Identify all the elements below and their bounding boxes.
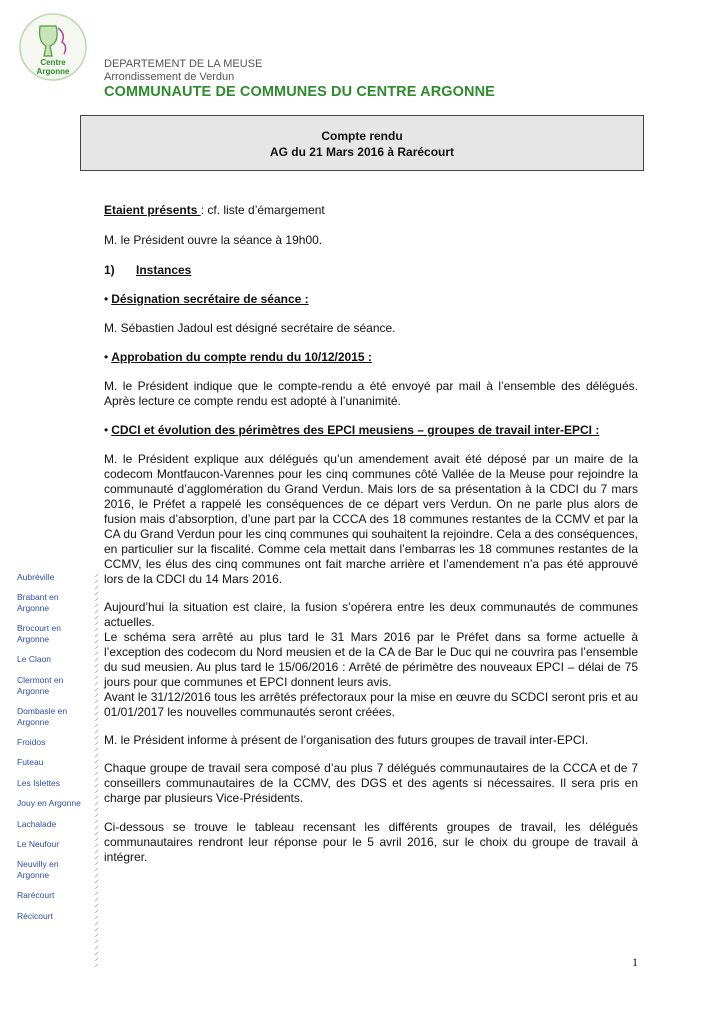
margin-mark xyxy=(95,592,98,595)
attendance-label: Etaient présents xyxy=(104,203,201,217)
margin-mark xyxy=(95,634,98,637)
margin-mark xyxy=(95,694,98,697)
margin-mark xyxy=(95,934,98,937)
margin-mark xyxy=(95,922,98,925)
margin-mark xyxy=(95,856,98,859)
commune-futeau: Futeau xyxy=(17,757,44,767)
commune-jouy: Jouy en Argonne xyxy=(17,798,81,808)
margin-mark xyxy=(95,646,98,649)
margin-mark xyxy=(95,682,98,685)
attendance-line xyxy=(104,203,638,218)
margin-mark xyxy=(95,814,98,817)
page-number: 1 xyxy=(632,955,638,969)
attendance-text: : cf. liste d’émargement xyxy=(200,203,325,217)
margin-mark xyxy=(95,778,98,781)
margin-mark xyxy=(95,910,98,913)
opening-statement: M. le Président ouvre la séance à 19h00. xyxy=(104,233,323,247)
bullet-icon: • xyxy=(104,292,109,306)
margin-mark xyxy=(95,724,98,727)
margin-mark xyxy=(95,700,98,703)
margin-mark xyxy=(95,844,98,847)
margin-mark xyxy=(95,820,98,823)
margin-mark xyxy=(95,808,98,811)
centre-argonne-logo xyxy=(18,12,88,82)
margin-mark xyxy=(95,790,98,793)
arrondissement-label: Arrondissement de Verdun xyxy=(104,71,235,83)
margin-mark xyxy=(95,640,98,643)
item-heading-cdci xyxy=(104,423,638,438)
margin-mark xyxy=(95,958,98,961)
margin-mark xyxy=(95,928,98,931)
margin-mark xyxy=(95,916,98,919)
item-heading-secretary xyxy=(104,292,638,307)
report-subtitle: AG du 21 Mars 2016 à Rarécourt xyxy=(269,145,455,159)
item-text-secretary: M. Sébastien Jadoul est désigné secrétaire de séance. xyxy=(104,321,396,335)
commune-les-islettes: Les Islettes xyxy=(17,778,60,788)
section-heading xyxy=(104,263,638,278)
paragraph-situation-a: Aujourd’hui la situation est claire, la fusion s’opérera entre les deux communautés de communes actuelles. xyxy=(104,600,638,629)
department-label: DEPARTEMENT DE LA MEUSE xyxy=(104,58,263,70)
item-title-approval: Approbation du compte rendu du 10/12/2015 : xyxy=(111,350,372,364)
margin-mark xyxy=(95,868,98,871)
paragraph-groups-composition: Chaque groupe de travail sera composé d’au plus 7 délégués communautaires de la CCCA et de 7 conseillers communautaires de la CCMV, des DGS et des agents si nécessaires. Il sera pris en charge par plusieurs Vice-Présidents. xyxy=(104,761,638,805)
bullet-icon: • xyxy=(104,350,109,364)
bullet-icon: • xyxy=(104,423,109,437)
margin-mark xyxy=(95,766,98,769)
margin-mark xyxy=(95,574,98,577)
margin-mark xyxy=(95,886,98,889)
commune-froidos: Froidos xyxy=(17,737,46,747)
margin-decoration xyxy=(92,570,102,970)
paragraph-table-intro: Ci-dessous se trouve le tableau recensant les différents groupes de travail, les délégués communautaires rendront leur réponse pour le 5 avril 2016, sur le choix du groupe de travail à intégrer. xyxy=(104,820,638,864)
organization-name: COMMUNAUTE DE COMMUNES DU CENTRE ARGONNE xyxy=(104,84,495,100)
margin-mark xyxy=(95,880,98,883)
commune-clermont: Clermont en Argonne xyxy=(17,675,64,696)
commune-brocourt: Brocourt en Argonne xyxy=(17,623,61,644)
margin-mark xyxy=(95,736,98,739)
margin-mark xyxy=(95,940,98,943)
margin-mark xyxy=(95,904,98,907)
margin-mark xyxy=(95,874,98,877)
paragraph-situation-c: Avant le 31/12/2016 tous les arrêtés préfectoraux pour la mise en œuvre du SCDCI seront pris et au 01/01/2017 les nouvelles communautés seront créées. xyxy=(104,690,638,719)
paragraph-groups-intro: M. le Président informe à présent de l’organisation des futurs groupes de travail inter-EPCI. xyxy=(104,733,589,747)
margin-mark xyxy=(95,664,98,667)
margin-mark xyxy=(95,712,98,715)
margin-mark xyxy=(95,586,98,589)
margin-mark xyxy=(95,604,98,607)
margin-mark xyxy=(95,730,98,733)
margin-mark xyxy=(95,754,98,757)
margin-mark xyxy=(95,796,98,799)
commune-neuvilly: Neuvilly en Argonne xyxy=(17,859,59,880)
commune-recicourt: Récicourt xyxy=(17,911,53,921)
margin-mark xyxy=(95,772,98,775)
report-title-box xyxy=(80,115,644,171)
margin-mark xyxy=(95,616,98,619)
margin-mark xyxy=(95,832,98,835)
item-title-cdci: CDCI et évolution des périmètres des EPCI meusiens – groupes de travail inter-EPCI : xyxy=(111,423,600,437)
margin-mark xyxy=(95,862,98,865)
margin-mark xyxy=(95,628,98,631)
section-number: 1) xyxy=(104,263,115,277)
margin-mark xyxy=(95,892,98,895)
margin-mark xyxy=(95,964,98,967)
margin-mark xyxy=(95,952,98,955)
margin-mark xyxy=(95,580,98,583)
margin-mark xyxy=(95,850,98,853)
margin-mark xyxy=(95,676,98,679)
margin-mark xyxy=(95,898,98,901)
svg-text:Argonne: Argonne xyxy=(36,67,70,76)
margin-mark xyxy=(95,652,98,655)
margin-mark xyxy=(95,946,98,949)
item-title-secretary: Désignation secrétaire de séance : xyxy=(111,292,309,306)
commune-rarecourt: Rarécourt xyxy=(17,890,55,900)
item-text-approval: M. le Président indique que le compte-rendu a été envoyé par mail à l’ensemble des délégués. Après lecture ce compte rendu est adopté à l’unanimité. xyxy=(104,379,638,408)
paragraph-situation-b: Le schéma sera arrêté au plus tard le 31 Mars 2016 par le Préfet dans sa forme actuelle à l’exception des codecom du Nord meusien et de la CA de Bar le Duc qui ne couvrira pas l’ensemble du sud meusien. Au plus tard le 15/06/2016 : Arrêté de périmètre des nouveaux EPCI – délai de 75 jours pour que communes et EPCI donnent leurs avis. xyxy=(104,630,638,689)
margin-mark xyxy=(95,802,98,805)
margin-mark xyxy=(95,658,98,661)
section-title: Instances xyxy=(136,263,192,277)
report-title: Compte rendu xyxy=(321,129,403,143)
paragraph-situation xyxy=(104,600,638,720)
margin-mark xyxy=(95,670,98,673)
margin-mark xyxy=(95,838,98,841)
margin-mark xyxy=(95,622,98,625)
svg-text:Centre: Centre xyxy=(40,58,66,67)
margin-mark xyxy=(95,760,98,763)
margin-mark xyxy=(95,598,98,601)
margin-mark xyxy=(95,610,98,613)
commune-lachalade: Lachalade xyxy=(17,819,57,829)
margin-mark xyxy=(95,706,98,709)
margin-mark xyxy=(95,748,98,751)
paragraph-amendment: M. le Président explique aux délégués qu’un amendement avait été déposé par un maire de la codecom Montfaucon-Varennes pour les cinq communes côté Vallée de la Meuse pour rejoindre la communauté d’agglomération du Grand Verdun. Mais lors de sa présentation à la CDCI du 7 mars 2016, le Préfet a rappelé les conséquences de ce départ vers Verdun. On ne parle plus alors de fusion mais d’absorption, d’une part par la CCCA des 18 communes restantes de la CCMV et par la CA du Grand Verdun pour les cinq communes qui souhaitent la rejoindre. Cela a des conséquences, en particulier sur la fiscalité. Comme cela mettait dans l’embarras les 18 communes restantes de la CCMV, les élus des cinq communes ont fait marche arrière et l’amendement n’a pas été approuvé lors de la CDCI du 14 Mars 2016. xyxy=(104,452,638,586)
commune-dombasle: Dombasle en Argonne xyxy=(17,706,68,727)
item-heading-approval xyxy=(104,350,638,365)
commune-le-claon: Le Claon xyxy=(17,654,52,664)
margin-mark xyxy=(95,742,98,745)
commune-brabant: Brabant en Argonne xyxy=(17,592,59,613)
margin-mark xyxy=(95,718,98,721)
margin-mark xyxy=(95,688,98,691)
commune-aubreville: Aubréville xyxy=(17,572,55,582)
margin-mark xyxy=(95,826,98,829)
margin-mark xyxy=(95,784,98,787)
commune-le-neufour: Le Neufour xyxy=(17,839,60,849)
